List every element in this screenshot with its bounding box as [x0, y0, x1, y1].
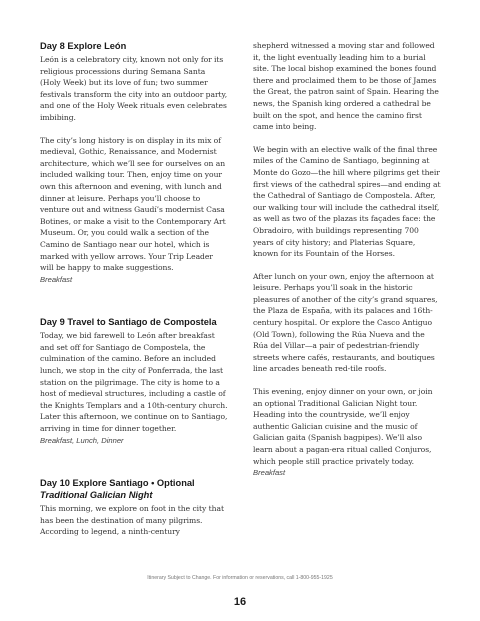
- day-9-paragraph-1: Today, we bid farewell to León after breakfast and set off for Santiago de Compostela, the culmination of the camino. Before an included lunch, we stop in the city of Ponferrada, the last station on the pilgrimage. The city is home to a host of medieval structures, including a castle of the Knights Templars and a 10th-century church. Later this afternoon, we continue on to Santiago, arriving in time for dinner together.: [40, 331, 228, 434]
- day-10-meals: Breakfast: [253, 468, 286, 478]
- day-10-paragraph-2: We begin with an elective walk of the final three miles of the Camino de Santiago, beginning at Monte do Gozo—the hill where pilgrims get their first views of the cathedral spires—and ending at the Cathedral of Santiago de Compostela. After, our walking tour will include the cathedral itself, as well as two of the plazas its façades face: the Obradoiro, with buildings representing 700 years of city history; and Platerias Square, known for its Fountain of the Horses.: [253, 144, 441, 259]
- day-10-section: [40, 477, 228, 538]
- day-10-heading: [40, 477, 228, 501]
- day-10-subtitle: Traditional Galician Night: [40, 490, 153, 501]
- day-8-paragraph-1: León is a celebratory city, known not only for its religious processions during Semana Santa (Holy Week) but its love of fun; two summer festivals transform the city into an outdoor party, and one of the Holy Week rituals even celebrates imbibing.: [40, 55, 228, 122]
- day-8-section: [40, 40, 228, 285]
- day-8-paragraph-2: The city’s long history is on display in its mix of medieval, Gothic, Renaissance, and Modernist architecture, which we’ll see for ourselves on an included walking tour. Then, enjoy time on your own this afternoon and evening, with lunch and dinner at leisure. Perhaps you’ll choose to venture out and witness Gaudí’s modernist Casa Botines, or make a visit to the Contemporary Art Museum. Or, you could walk a section of the Camino de Santiago near our hotel, which is marked with yellow arrows. Your Trip Leader will be happy to make suggestions.: [40, 135, 226, 273]
- left-column: [40, 40, 228, 538]
- day-10-paragraph-3: After lunch on your own, enjoy the afternoon at leisure. Perhaps you’ll soak in the historic pleasures of another of the city’s grand squares, the Plaza de España, with its palaces and 16th-century hospital. Or explore the Casco Antiguo (Old Town), following the Rúa Nueva and the Rúa del Villar—a pair of pedestrian-friendly streets where cafés, restaurants, and boutiques line arcades beneath red-tile roofs.: [253, 271, 438, 374]
- page-number: 16: [233, 596, 247, 608]
- day-10-title: Day 10 Explore Santiago • Optional: [40, 478, 195, 489]
- day-10-paragraph-1: This morning, we explore on foot in the city that has been the destination of many pilgrims. According to legend, a ninth-century: [40, 504, 224, 537]
- day-10-paragraph-1-continued: shepherd witnessed a moving star and followed it, the light eventually leading him to a burial site. The local bishop examined the bones found there and proclaimed them to be those of James the Great, the patron saint of Spain. Hearing the news, the Spanish king ordered a cathedral be built on the spot, and hence the camino first came into being.: [253, 41, 439, 132]
- day-10-paragraph-4: This evening, enjoy dinner on your own, or join an optional Traditional Galician Night tour. Heading into the countryside, we’ll enjoy authentic Galician cuisine and the music of Galician gaita (Spanish bagpipes). We’ll also learn about a pagan-era ritual called Conjuros, which people still practice privately today.: [253, 387, 433, 466]
- day-9-section: [40, 316, 228, 446]
- day-9-meals: Breakfast, Lunch, Dinner: [40, 435, 124, 445]
- day-8-meals: Breakfast: [40, 274, 73, 284]
- right-column: [253, 40, 441, 479]
- day-9-heading: Day 9 Travel to Santiago de Compostela: [40, 317, 217, 328]
- day-8-heading: Day 8 Explore León: [40, 41, 127, 51]
- footer-note: Itinerary Subject to Change. For information or reservations, call 1-800-955-1925: [147, 575, 333, 581]
